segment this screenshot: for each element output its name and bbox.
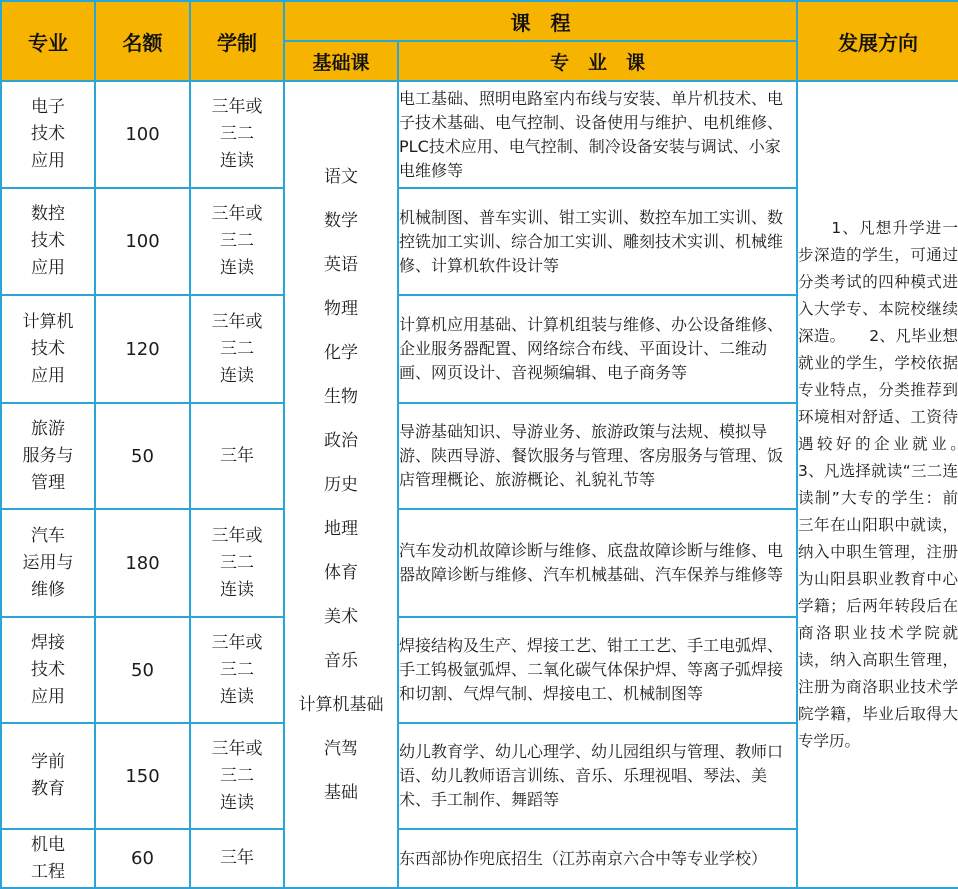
specialty-courses-cell: 幼儿教育学、幼儿心理学、幼儿园组织与管理、教师口语、幼儿教师语言训练、音乐、乐理视唱、琴法、美术、手工制作、舞蹈等 xyxy=(398,723,797,829)
basic-courses-cell xyxy=(284,81,398,888)
study-length-line: 连读 xyxy=(220,792,254,813)
major-name-line: 应用 xyxy=(31,258,65,278)
major-name-line: 技术 xyxy=(31,231,65,251)
basic-course-item: 化学 xyxy=(324,342,358,363)
quota-cell: 50 xyxy=(95,403,190,509)
basic-course-item: 政治 xyxy=(324,430,358,451)
study-length-line: 三二 xyxy=(220,338,254,359)
specialty-courses-cell: 电工基础、照明电路室内布线与安装、单片机技术、电子技术基础、电气控制、设备使用与维护、电机维修、PLC技术应用、电气控制、制冷设备安装与调试、小家电维修等 xyxy=(398,81,797,188)
major-name-line: 数控 xyxy=(31,204,65,224)
header-direction: 发展方向 xyxy=(797,1,958,81)
header-quota: 名额 xyxy=(95,1,190,81)
major-name-line: 技术 xyxy=(31,338,65,359)
study-length-line: 三二 xyxy=(220,124,254,144)
study-length-line: 三年或 xyxy=(211,204,263,224)
specialty-courses-cell: 机械制图、普车实训、钳工实训、数控车加工实训、数控铣加工实训、综合加工实训、雕刻技术实训、机械维修、计算机软件设计等 xyxy=(398,188,797,295)
study-length-line: 连读 xyxy=(220,686,254,707)
major-name-line: 汽车 xyxy=(31,525,65,546)
quota-cell: 100 xyxy=(95,188,190,295)
header-basic-courses: 基础课 xyxy=(284,41,398,81)
major-name-line: 技术 xyxy=(31,124,65,144)
quota-cell: 50 xyxy=(95,617,190,723)
basic-course-item: 生物 xyxy=(324,386,358,407)
study-length-line: 三二 xyxy=(220,659,254,680)
major-name-line: 应用 xyxy=(31,686,65,707)
major-name-line: 服务与 xyxy=(22,445,74,466)
major-name-line: 焊接 xyxy=(31,632,65,653)
header-specialty-courses: 专 业 课 xyxy=(398,41,797,81)
basic-course-item: 物理 xyxy=(324,298,358,319)
table-row xyxy=(1,81,958,188)
quota-cell: 180 xyxy=(95,509,190,617)
basic-course-item: 地理 xyxy=(324,518,358,539)
basic-course-item: 语文 xyxy=(324,166,358,187)
specialty-courses-cell: 汽车发动机故障诊断与维修、底盘故障诊断与维修、电器故障诊断与维修、汽车机械基础、汽车保养与维修等 xyxy=(398,509,797,617)
study-length-cell xyxy=(190,617,284,723)
basic-course-item: 汽驾 xyxy=(324,738,358,759)
study-length-line: 三年或 xyxy=(211,97,263,117)
major-name-cell xyxy=(1,829,95,888)
study-length-cell xyxy=(190,509,284,617)
major-name-line: 计算机 xyxy=(22,311,74,332)
major-name-line: 技术 xyxy=(31,659,65,680)
study-length-line: 连读 xyxy=(220,151,254,171)
quota-cell: 150 xyxy=(95,723,190,829)
basic-course-item: 音乐 xyxy=(324,650,358,671)
major-name-cell xyxy=(1,403,95,509)
header-years: 学制 xyxy=(190,1,284,81)
study-length-line: 三年或 xyxy=(211,311,263,332)
study-length-line: 三年或 xyxy=(211,525,263,546)
major-name-line: 管理 xyxy=(31,472,65,493)
basic-course-item: 体育 xyxy=(324,562,358,583)
study-length-line: 三年或 xyxy=(211,632,263,653)
quota-cell: 120 xyxy=(95,295,190,403)
study-length-line: 连读 xyxy=(220,365,254,386)
major-name-cell xyxy=(1,81,95,188)
study-length-cell xyxy=(190,295,284,403)
study-length-cell xyxy=(190,81,284,188)
header-courses: 课 程 xyxy=(284,1,797,41)
major-name-line: 学前 xyxy=(31,752,65,772)
study-length-cell xyxy=(190,829,284,888)
study-length-line: 连读 xyxy=(220,579,254,600)
development-direction-cell: 1、凡想升学进一步深造的学生，可通过分类考试的四种模式进入大学专、本院校继续深造。 2、凡毕业想就业的学生，学校依据专业特点，分类推荐到环境相对舒适、工资待遇较好的企业就业。 3、凡选择就读“三二连读制”大专的学生：前三年在山阳职中就读，纳入中职生管理，注册为山阳县职业教育中心学籍；后两年转段后在商洛职业技术学院就读，纳入高职生管理，注册为商洛职业技术学院学籍，毕业后取得大专学历。 xyxy=(797,81,958,888)
major-name-line: 机电 xyxy=(31,834,65,855)
study-length-cell xyxy=(190,188,284,295)
major-name-line: 旅游 xyxy=(31,418,65,439)
major-name-cell xyxy=(1,509,95,617)
basic-course-item: 美术 xyxy=(324,606,358,627)
header-major: 专业 xyxy=(1,1,95,81)
specialty-courses-cell: 计算机应用基础、计算机组装与维修、办公设备维修、企业服务器配置、网络综合布线、平面设计、二维动画、网页设计、音视频编辑、电子商务等 xyxy=(398,295,797,403)
specialty-courses-cell: 东西部协作兜底招生（江苏南京六合中等专业学校） xyxy=(398,829,797,888)
study-length-line: 三二 xyxy=(220,765,254,786)
basic-course-item: 计算机基础 xyxy=(298,694,384,715)
quota-cell: 100 xyxy=(95,81,190,188)
study-length-line: 三年 xyxy=(220,445,254,466)
major-name-line: 运用与 xyxy=(22,552,74,573)
basic-course-item: 数学 xyxy=(324,210,358,231)
study-length-cell xyxy=(190,403,284,509)
major-name-line: 电子 xyxy=(31,97,65,117)
study-length-line: 连读 xyxy=(220,258,254,278)
major-name-line: 工程 xyxy=(31,861,65,882)
major-name-cell xyxy=(1,617,95,723)
study-length-line: 三年或 xyxy=(211,738,263,759)
specialty-courses-cell: 导游基础知识、导游业务、旅游政策与法规、模拟导游、陕西导游、餐饮服务与管理、客房服务与管理、饭店管理概论、旅游概论、礼貌礼节等 xyxy=(398,403,797,509)
major-name-line: 教育 xyxy=(31,779,65,799)
basic-course-item: 历史 xyxy=(324,474,358,495)
major-name-cell xyxy=(1,295,95,403)
major-name-cell xyxy=(1,723,95,829)
major-name-line: 应用 xyxy=(31,151,65,171)
study-length-line: 三年 xyxy=(220,848,254,868)
specialty-courses-cell: 焊接结构及生产、焊接工艺、钳工工艺、手工电弧焊、手工钨极氩弧焊、二氧化碳气体保护焊、等离子弧焊接和切割、气焊气制、焊接电工、机械制图等 xyxy=(398,617,797,723)
basic-course-item: 基础 xyxy=(324,782,358,803)
major-name-cell xyxy=(1,188,95,295)
major-name-line: 应用 xyxy=(31,365,65,386)
study-length-line: 三二 xyxy=(220,231,254,251)
major-name-line: 维修 xyxy=(31,579,65,600)
basic-course-item: 英语 xyxy=(324,254,358,275)
quota-cell: 60 xyxy=(95,829,190,888)
study-length-cell xyxy=(190,723,284,829)
study-length-line: 三二 xyxy=(220,552,254,573)
